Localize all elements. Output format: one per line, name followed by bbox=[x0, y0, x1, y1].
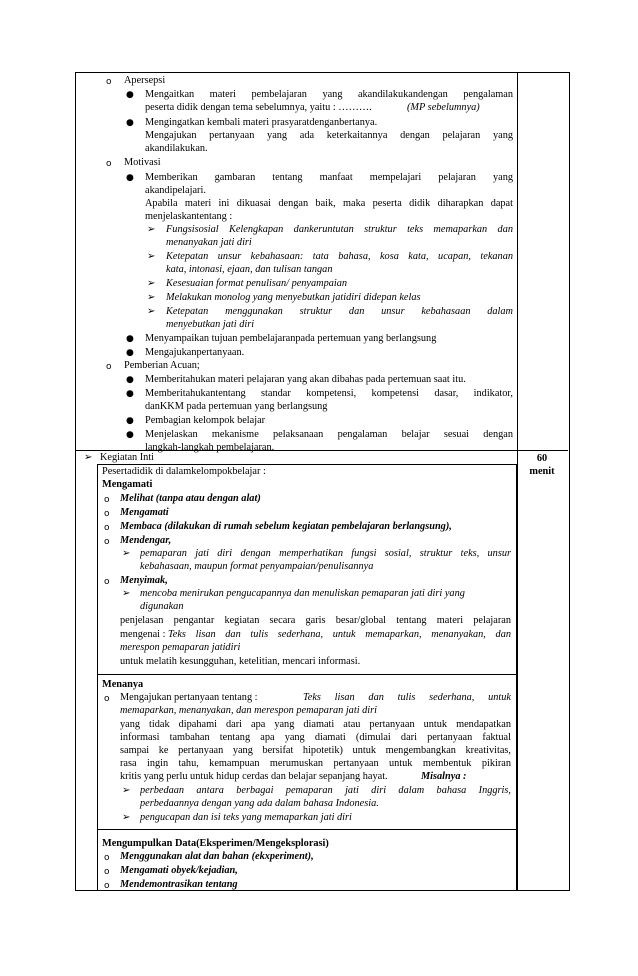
dot-bullet-icon: ● bbox=[126, 90, 134, 100]
menanya-heading: Menanya bbox=[102, 679, 144, 690]
circle-bullet-icon: o bbox=[104, 509, 110, 519]
menyimak-sub-cont: digunakan bbox=[140, 601, 184, 612]
duration-unit: menit bbox=[529, 466, 555, 477]
mengumpulkan-item-2: Mengamati obyek/kejadian, bbox=[120, 865, 238, 876]
mengamati-para-2a: mengenai : bbox=[120, 629, 166, 640]
circle-bullet-icon: o bbox=[104, 523, 110, 533]
circle-bullet-icon: o bbox=[106, 362, 112, 372]
circle-bullet-icon: o bbox=[104, 853, 110, 863]
menanya-example-1: perbedaan antara berbagai pemaparan jati diri dalam bahasa Inggris, bbox=[140, 785, 511, 796]
motivasi-item-1-para: Apabila materi ini dikuasai dengan baik, maka peserta didik diharapkan dapat bbox=[145, 198, 513, 209]
arrow-bullet-icon: ➢ bbox=[122, 588, 131, 599]
arrow-bullet-icon: ➢ bbox=[147, 251, 156, 262]
acuan-item-2-cont: danKKM pada pertemuan yang berlangsung bbox=[145, 401, 328, 412]
motivasi-goal-4: Melakukan monolog yang menyebutkan jatidiri didepan kelas bbox=[166, 292, 421, 303]
menanya-para-2: informasi tambahan tentang apa yang diamati (dimulai dari pertanyaan faktual bbox=[120, 732, 511, 743]
arrow-bullet-icon: ➢ bbox=[147, 306, 156, 317]
mengamati-para-2b: Teks lisan dan tulis sederhana, untuk memaparkan, menanyakan, dan bbox=[168, 629, 511, 640]
menanya-para-4: rasa ingin tahu, kemampuan merumuskan pertanyaan untuk membentuk pikiran bbox=[120, 758, 511, 769]
motivasi-goal-2-cont: kata, intonasi, ejaan, dan tulisan tangan bbox=[166, 264, 333, 275]
mengumpulkan-item-3: Mendemontrasikan tentang bbox=[120, 879, 238, 890]
arrow-bullet-icon: ➢ bbox=[122, 812, 131, 823]
menyimak-item: Menyimak, bbox=[120, 575, 168, 586]
motivasi-goal-1-cont: menanyakan jati diri bbox=[166, 237, 252, 248]
mengamati-heading: Mengamati bbox=[102, 479, 153, 490]
dot-bullet-icon: ● bbox=[126, 334, 134, 344]
mengamati-item-3: Membaca (dilakukan di rumah sebelum kegiatan pembelajaran berlangsung), bbox=[120, 521, 452, 532]
circle-bullet-icon: o bbox=[104, 495, 110, 505]
menanya-item-topic-cont: memaparkan, menanyakan, dan merespon pemaparan jati diri bbox=[120, 705, 378, 716]
apersepsi-item-2-end: akandilakukan. bbox=[145, 143, 208, 154]
acuan-heading: Pemberian Acuan; bbox=[124, 360, 200, 371]
dot-bullet-icon: ● bbox=[126, 348, 134, 358]
arrow-bullet-icon: ➢ bbox=[122, 548, 131, 559]
mengamati-para-4: untuk melatih kesungguhan, ketelitian, mencari informasi. bbox=[120, 656, 361, 667]
motivasi-goal-5: Ketepatan menggunakan struktur dan unsur kebahasaan dalam bbox=[166, 306, 513, 317]
acuan-item-4-cont: langkah-langkah pembelajaran. bbox=[145, 442, 275, 453]
circle-bullet-icon: o bbox=[104, 867, 110, 877]
circle-bullet-icon: o bbox=[104, 537, 110, 547]
menyimak-sub: mencoba menirukan pengucapannya dan menuliskan pemaparan jati diri yang bbox=[140, 588, 465, 599]
circle-bullet-icon: o bbox=[106, 159, 112, 169]
menanya-example-1-cont: perbedaannya dengan yang ada dalam bahasa Indonesia. bbox=[140, 798, 379, 809]
menanya-item: Mengajukan pertanyaan tentang : bbox=[120, 692, 258, 703]
kegiatan-inti-label: Kegiatan Inti bbox=[100, 452, 155, 463]
menanya-item-topic: Teks lisan dan tulis sederhana, untuk bbox=[303, 692, 511, 703]
motivasi-item-1-cont: akandipelajari. bbox=[145, 185, 206, 196]
mengumpulkan-heading: Mengumpulkan Data(Eksperimen/Mengeksplorasi) bbox=[102, 838, 329, 849]
motivasi-item-2: Menyampaikan tujuan pembelajaranpada pertemuan yang berlangsung bbox=[145, 333, 437, 344]
apersepsi-item-1: Mengaitkan materi pembelajaran yang akandilakukandengan pengalaman bbox=[145, 89, 513, 100]
motivasi-goal-3: Kesesuaian format penulisan/ penyampaian bbox=[166, 278, 348, 289]
menanya-para-5: kritis yang perlu untuk hidup cerdas dan belajar sepanjang hayat. bbox=[120, 771, 388, 782]
menanya-para-1: yang tidak dipahami dari apa yang diamati atau pertanyaan untuk mendapatkan bbox=[120, 719, 511, 730]
dot-bullet-icon: ● bbox=[126, 173, 134, 183]
motivasi-goal-2: Ketepatan unsur kebahasaan: tata bahasa, kosa kata, ucapan, tekanan bbox=[166, 251, 513, 262]
duration-column-divider bbox=[517, 72, 518, 891]
motivasi-goal-5-cont: menyebutkan jati diri bbox=[166, 319, 255, 330]
motivasi-item-1-para-end: menjelaskantentang : bbox=[145, 211, 233, 222]
mengamati-item-4: Mendengar, bbox=[120, 535, 172, 546]
menanya-para-3: sampai ke pertanyaan yang bersifat hipotetik) untuk mengembangkan kreativitas, bbox=[120, 745, 511, 756]
circle-bullet-icon: o bbox=[104, 577, 110, 587]
dot-bullet-icon: ● bbox=[126, 430, 134, 440]
menanya-example-2: pengucapan dan isi teks yang memaparkan jati diri bbox=[140, 812, 352, 823]
motivasi-goal-1: Fungsisosial Kelengkapan dankeruntutan struktur teks memaparkan dan bbox=[166, 224, 513, 235]
circle-bullet-icon: o bbox=[106, 77, 112, 87]
mendengar-sub-cont: kebahasaan, maupun format penyampaian/penulisannya bbox=[140, 561, 374, 572]
acuan-item-1: Memberitahukan materi pelajaran yang akan dibahas pada pertemuan saat itu. bbox=[145, 374, 466, 385]
apersepsi-heading: Apersepsi bbox=[124, 75, 166, 86]
dot-bullet-icon: ● bbox=[126, 416, 134, 426]
motivasi-item-3: Mengajukanpertanyaan. bbox=[145, 347, 245, 358]
circle-bullet-icon: o bbox=[104, 694, 110, 704]
apersepsi-item-2: Mengingatkan kembali materi prasyaratdenganbertanya. bbox=[145, 117, 378, 128]
dot-bullet-icon: ● bbox=[126, 389, 134, 399]
arrow-bullet-icon: ➢ bbox=[147, 278, 156, 289]
acuan-item-4: Menjelaskan mekanisme pelaksanaan pengalaman belajar sesuai dengan bbox=[145, 429, 513, 440]
mengamati-item-2: Mengamati bbox=[120, 507, 169, 518]
arrow-bullet-icon: ➢ bbox=[84, 452, 93, 463]
apersepsi-item-1-cont: peserta didik dengan tema sebelumnya, yaitu : ………. bbox=[145, 102, 372, 113]
arrow-bullet-icon: ➢ bbox=[147, 292, 156, 303]
menanya-example-label: Misalnya : bbox=[421, 771, 467, 782]
mengamati-item-1: Melihat (tanpa atau dengan alat) bbox=[120, 493, 261, 504]
mengamati-para-3: merespon pemaparan jatidiri bbox=[120, 642, 241, 653]
apersepsi-item-1-note: (MP sebelumnya) bbox=[407, 102, 480, 113]
arrow-bullet-icon: ➢ bbox=[122, 785, 131, 796]
mengumpulkan-item-1: Menggunakan alat dan bahan (ekxperiment), bbox=[120, 851, 314, 862]
mengamati-intro: Pesertadidik di dalamkelompokbelajar : bbox=[102, 466, 266, 477]
acuan-item-2: Memberitahukantentang standar kompetensi, kompetensi dasar, indikator, bbox=[145, 388, 513, 399]
dot-bullet-icon: ● bbox=[126, 375, 134, 385]
acuan-item-3: Pembagian kelompok belajar bbox=[145, 415, 266, 426]
circle-bullet-icon: o bbox=[104, 881, 110, 891]
arrow-bullet-icon: ➢ bbox=[147, 224, 156, 235]
mengamati-para-1: penjelasan pengantar kegiatan secara garis besar/global tentang materi pelajaran bbox=[120, 615, 511, 626]
duration-value: 60 bbox=[536, 453, 548, 464]
motivasi-heading: Motivasi bbox=[124, 157, 161, 168]
dot-bullet-icon: ● bbox=[126, 118, 134, 128]
apersepsi-item-2-cont: Mengajukan pertanyaan yang ada keterkaitannya dengan pelajaran yang bbox=[145, 130, 513, 141]
motivasi-item-1: Memberikan gambaran tentang manfaat mempelajari pelajaran yang bbox=[145, 172, 513, 183]
mendengar-sub: pemaparan jati diri dengan memperhatikan fungsi sosial, struktur teks, unsur bbox=[140, 548, 511, 559]
